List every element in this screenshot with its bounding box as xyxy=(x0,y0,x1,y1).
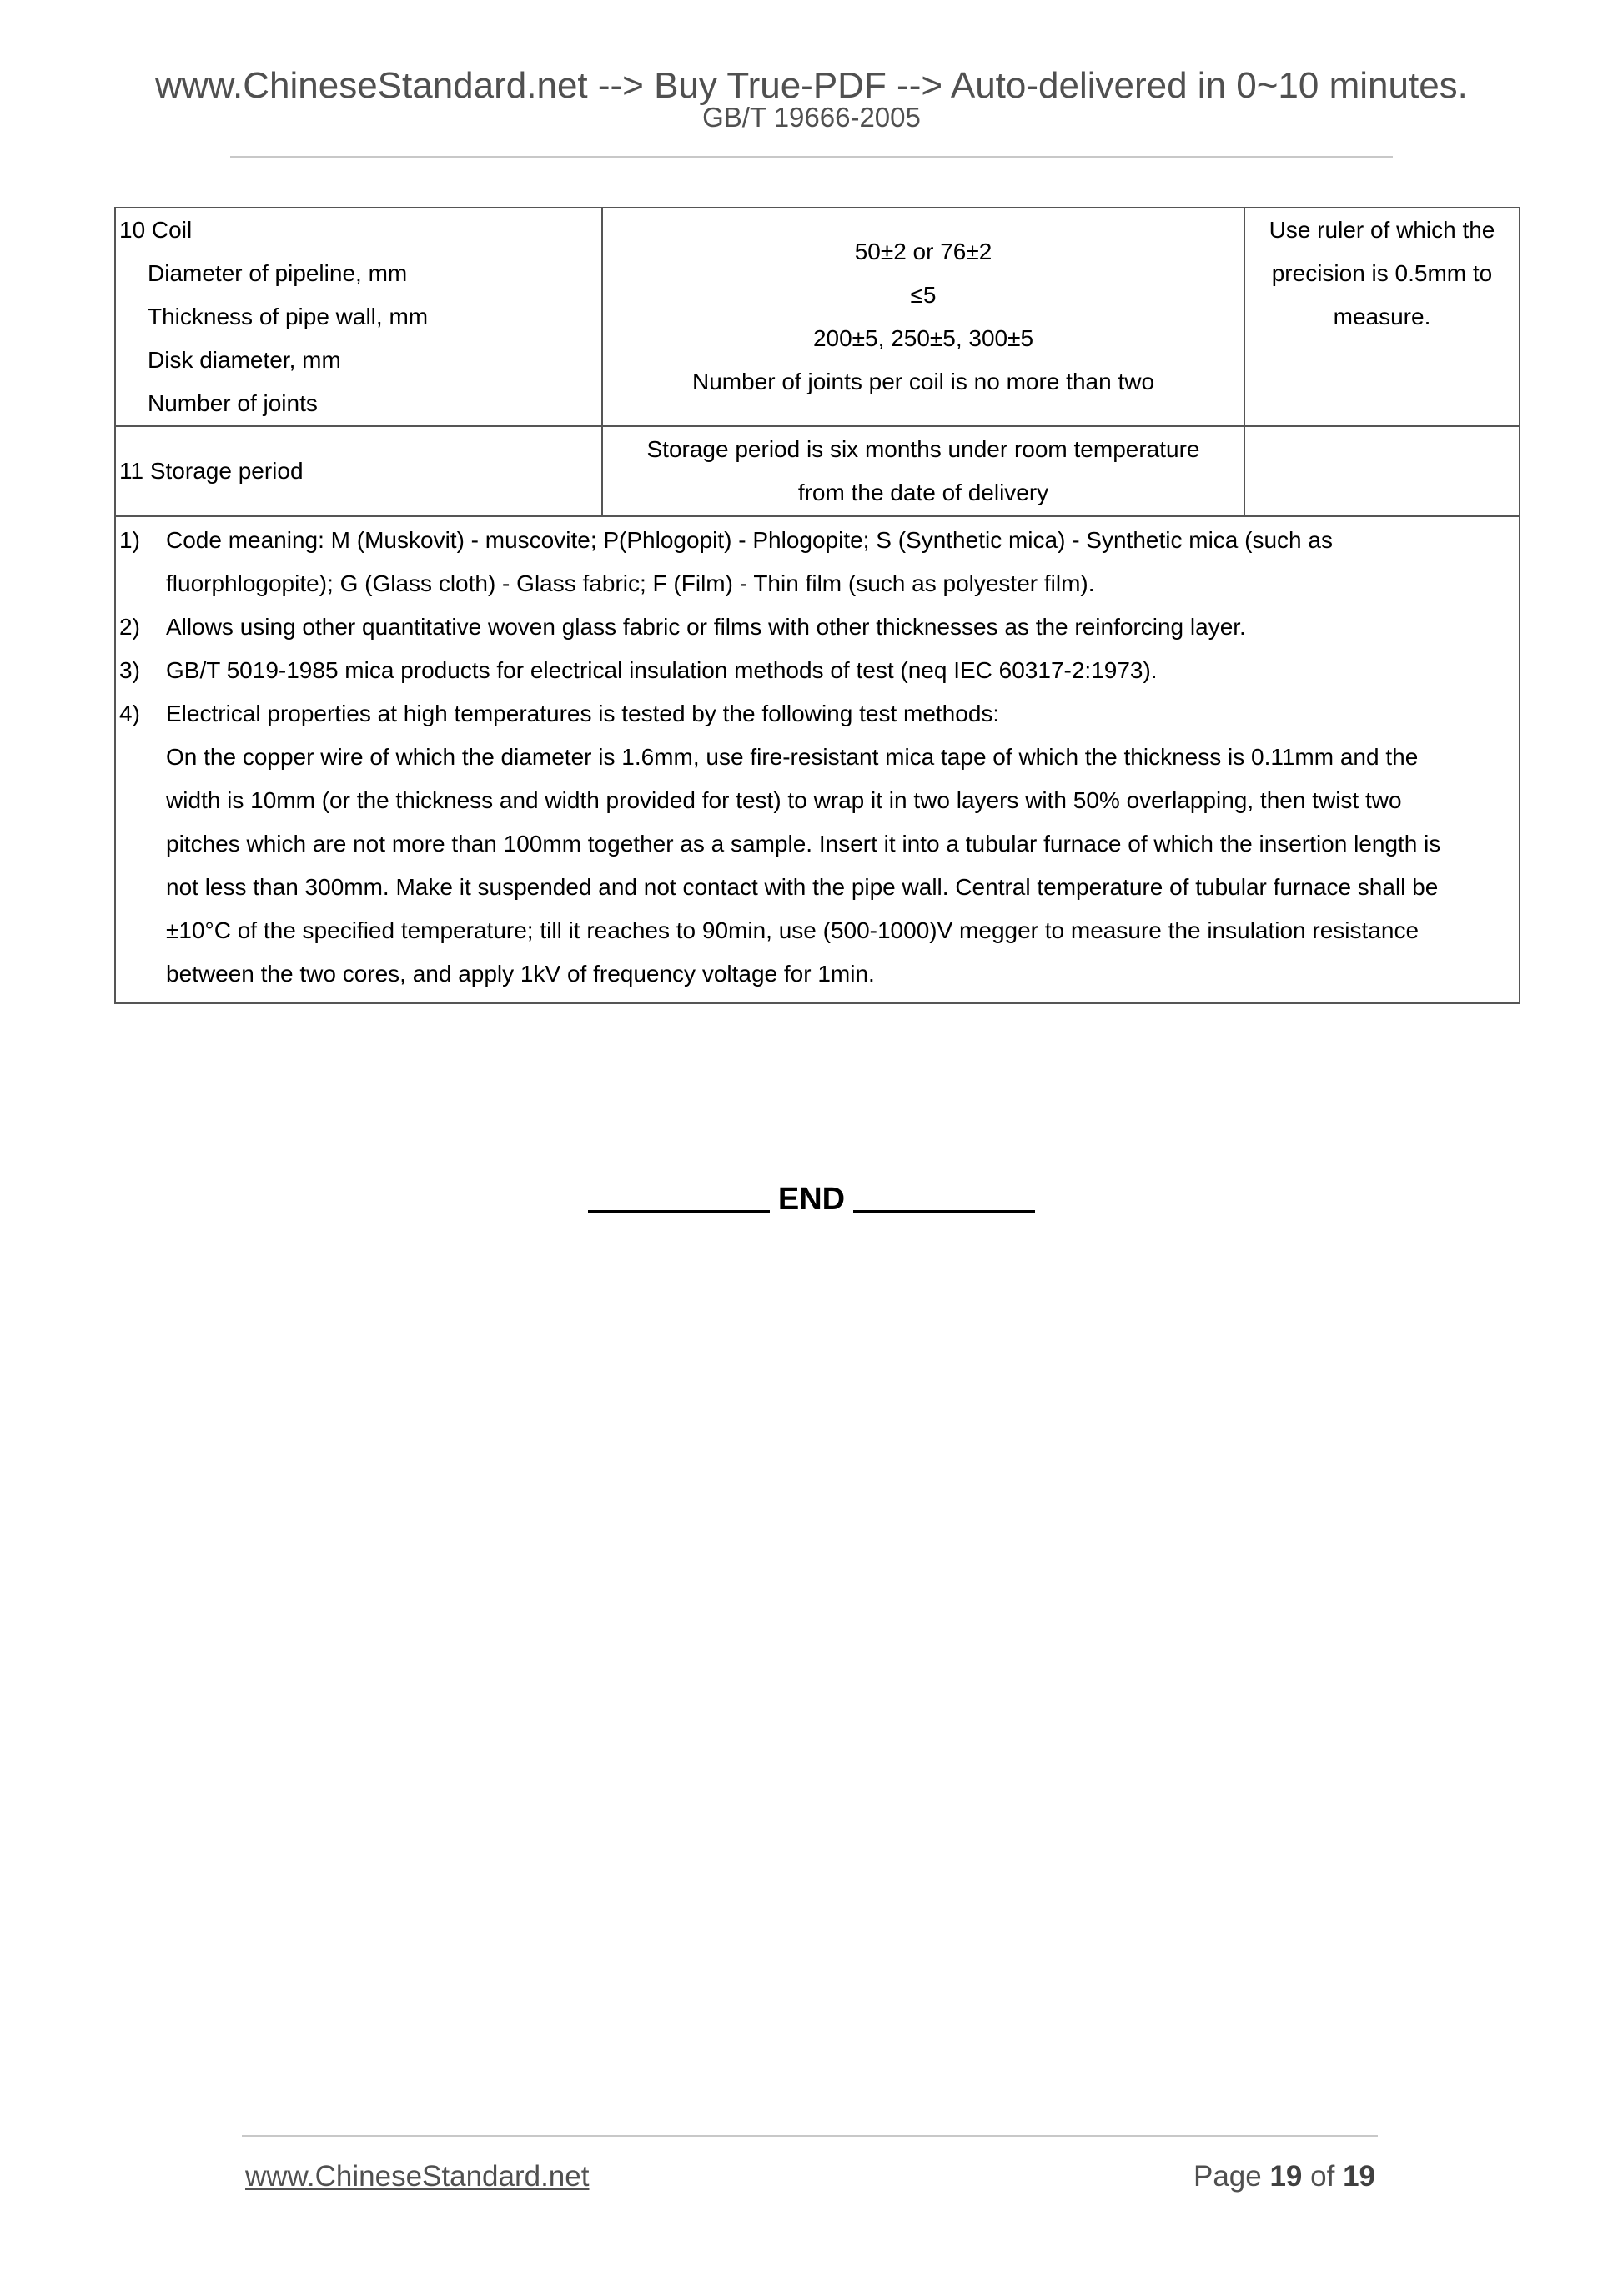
page-current: 19 xyxy=(1269,2160,1303,2193)
storage-title: 11 Storage period xyxy=(119,458,304,484)
header-standard-number: GB/T 19666-2005 xyxy=(702,102,921,133)
storage-method-cell xyxy=(1244,426,1520,516)
coil-param-cell xyxy=(115,208,602,426)
note-line: not less than 300mm. Make it suspended and not contact with the pipe wall. Central temperature of tubular furnace shall be xyxy=(166,874,1439,900)
note-line: ±10°C of the specified temperature; till it reaches to 90min, use (500-1000)V megger to measure the insulation resistance xyxy=(166,917,1419,943)
note-number: 3) xyxy=(119,657,140,683)
coil-method-line: Use ruler of which the xyxy=(1269,217,1495,243)
end-rule-left xyxy=(588,1178,770,1213)
coil-value-cell xyxy=(602,208,1244,426)
note-number: 1) xyxy=(119,527,140,553)
note-item xyxy=(116,692,1519,996)
spec-table xyxy=(114,207,1520,1004)
table-row-coil xyxy=(115,208,1520,426)
coil-title: 10 Coil xyxy=(119,217,193,243)
coil-value-joints: Number of joints per coil is no more than two xyxy=(691,369,1155,394)
coil-param-diameter: Diameter of pipeline, mm xyxy=(148,260,408,286)
note-item xyxy=(116,649,1519,692)
note-item xyxy=(116,519,1519,605)
footer-page-number xyxy=(1193,2160,1375,2193)
note-line: pitches which are not more than 100mm together as a sample. Insert it into a tubular furnace of which the insertion length is xyxy=(166,831,1441,857)
notes-cell xyxy=(115,516,1520,1003)
coil-param-joints: Number of joints xyxy=(148,390,318,416)
footer-divider xyxy=(242,2135,1378,2137)
coil-method-cell xyxy=(1244,208,1520,426)
storage-value-cell xyxy=(602,426,1244,516)
storage-value-line: Storage period is six months under room temperature xyxy=(646,436,1200,462)
storage-value-line: from the date of delivery xyxy=(797,480,1049,505)
coil-param-thickness: Thickness of pipe wall, mm xyxy=(148,304,429,329)
page-total: 19 xyxy=(1343,2160,1375,2193)
coil-value-diameter: 50±2 or 76±2 xyxy=(854,239,992,264)
note-number: 4) xyxy=(119,701,140,726)
table-row-storage xyxy=(115,426,1520,516)
header-site-banner: www.ChineseStandard.net --> Buy True-PDF --> Auto-delivered in 0~10 minutes. xyxy=(155,65,1468,106)
note-item xyxy=(116,605,1519,649)
header-divider xyxy=(230,156,1393,158)
coil-value-disk: 200±5, 250±5, 300±5 xyxy=(812,325,1034,351)
note-line: fluorphlogopite); G (Glass cloth) - Glass fabric; F (Film) - Thin film (such as polyester film). xyxy=(166,570,1095,596)
footer-site-link[interactable]: www.ChineseStandard.net xyxy=(245,2160,590,2193)
note-line: Allows using other quantitative woven glass fabric or films with other thicknesses as the reinforcing layer. xyxy=(166,614,1246,640)
coil-method-line: precision is 0.5mm to xyxy=(1271,260,1493,286)
end-rule-right xyxy=(853,1178,1035,1213)
page-of: of xyxy=(1310,2160,1335,2193)
coil-param-disk: Disk diameter, mm xyxy=(148,347,341,373)
note-number: 2) xyxy=(119,614,140,640)
table-row-notes xyxy=(115,516,1520,1003)
end-marker xyxy=(0,1178,1623,1220)
note-line: Code meaning: M (Muskovit) - muscovite; P(Phlogopit) - Phlogopite; S (Synthetic mica) - Synthetic mica (such as xyxy=(166,527,1333,553)
note-line: Electrical properties at high temperatures is tested by the following test methods: xyxy=(166,701,1000,726)
note-line: On the copper wire of which the diameter is 1.6mm, use fire-resistant mica tape of which the thickness is 0.11mm and the xyxy=(166,744,1419,770)
note-line: GB/T 5019-1985 mica products for electrical insulation methods of test (neq IEC 60317-2:1973). xyxy=(166,657,1158,683)
coil-value-thickness: ≤5 xyxy=(910,282,937,308)
page-prefix: Page xyxy=(1193,2160,1262,2193)
end-text: END xyxy=(777,1182,846,1217)
coil-method-line: measure. xyxy=(1333,304,1431,329)
note-line: width is 10mm (or the thickness and width provided for test) to wrap it in two layers with 50% overlapping, then twist two xyxy=(166,787,1402,813)
note-line: between the two cores, and apply 1kV of frequency voltage for 1min. xyxy=(166,961,875,987)
storage-param-cell xyxy=(115,426,602,516)
